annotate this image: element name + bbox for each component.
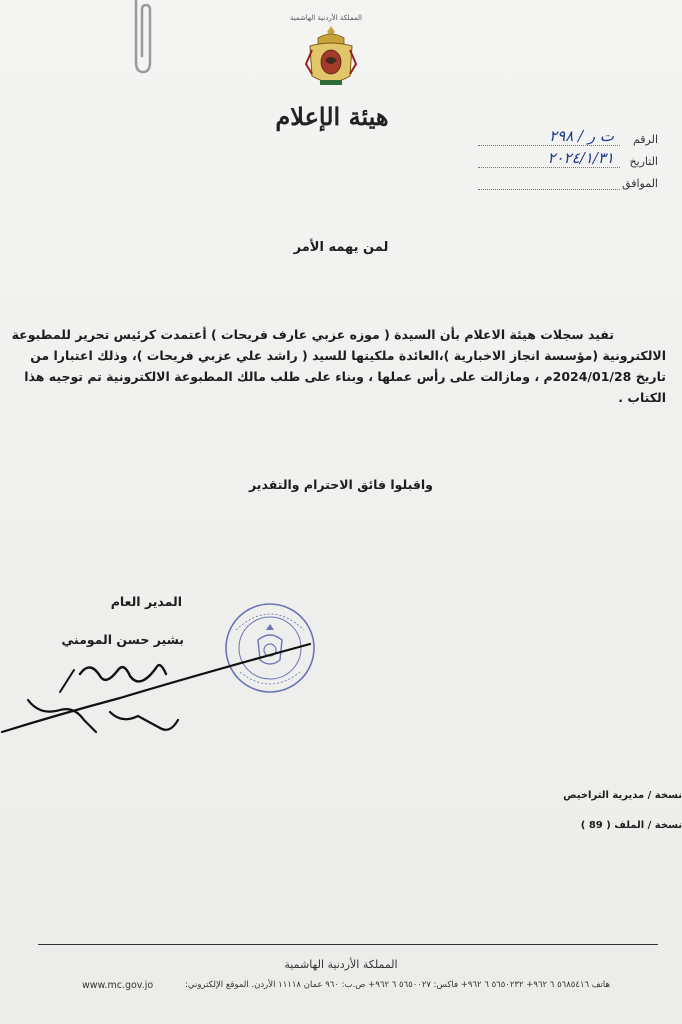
reference-number-label: الرقم	[632, 133, 658, 146]
reference-date-value: ٢٠٢٤/١/٣١	[478, 149, 620, 168]
royal-crest	[289, 14, 362, 98]
reference-hijri-label: الموافق	[622, 177, 658, 190]
footer-website-link[interactable]: www.mc.gov.jo	[82, 980, 154, 991]
signatory-title: المدير العام	[110, 594, 182, 609]
footer-kingdom: المملكة الأردنية الهاشمية	[284, 958, 398, 971]
footer-contact: هاتف ٥٦٨٥٤١٦ ٦ ٩٦٢+ ٥٦٥٠٢٣٢ ٦ ٩٦٢+ فاكس: ٥٦٥٠٠٢٧ ٦ ٩٦٢+ ص.ب: ٩٦٠ عمان ١١١١٨ الأردن. الموقع الإلكتروني:	[185, 980, 610, 990]
body-line-2: الالكترونية (مؤسسة انجاز الاخبارية )،العائدة ملكيتها للسيد ( راشد علي عزبي فريحات )، وذلك اعتبارا من	[30, 348, 666, 363]
letter-subject: لمن يهمه الأمر	[293, 240, 389, 255]
distribution-licensing: نسخة / مديرية التراخيص	[563, 790, 682, 801]
reference-hijri-row	[478, 168, 658, 190]
handwritten-signature	[0, 640, 320, 750]
footer-divider	[38, 944, 658, 945]
reference-block	[478, 124, 658, 190]
reference-date-label: التاريخ	[629, 155, 658, 168]
letter-closing: واقبلوا فائق الاحترام والتقدير	[249, 477, 433, 492]
crest-emblem-icon	[304, 24, 358, 90]
signatory-name: بشير حسن المومني	[61, 632, 184, 647]
paper-clip	[130, 0, 156, 76]
body-line-4: الكتاب .	[618, 390, 666, 405]
reference-date-row	[478, 146, 658, 168]
crest-caption: المملكة الأردنية الهاشمية	[289, 14, 362, 22]
authority-logo: هيئة الإعلام	[275, 102, 389, 131]
distribution-file: نسخة / الملف ( 89 )	[580, 820, 682, 831]
reference-hijri-value	[478, 171, 620, 190]
body-line-3: تاريخ 2024/01/28م ، ومازالت على رأس عملها ، وبناء على طلب مالك المطبوعة الالكترونية تم توجيه هذا	[24, 369, 666, 384]
body-line-1: تفيد سجلات هيئة الاعلام بأن السيدة ( موزه عزبي عارف فريحات ) أعتمدت كرئيس تحرير للمطبوعة	[11, 327, 614, 342]
reference-number-row	[478, 124, 658, 146]
reference-number-value: ت ر / ٢٩٨	[478, 127, 620, 146]
letter-body	[11, 324, 666, 408]
